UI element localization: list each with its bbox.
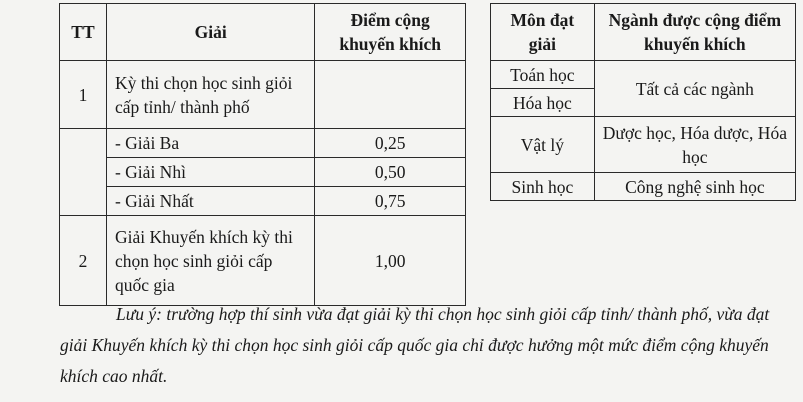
row-diem: 1,00	[315, 216, 466, 306]
header-nganh: Ngành được cộng điểm khuyến khích	[594, 4, 795, 61]
row-diem: 0,75	[315, 187, 466, 216]
row-giai: - Giải Nhất	[106, 187, 314, 216]
row-mon: Vật lý	[491, 117, 595, 173]
row-mon: Hóa học	[491, 89, 595, 117]
row-nganh: Công nghệ sinh học	[594, 173, 795, 201]
row-tt: 2	[60, 216, 107, 306]
row-giai: - Giải Ba	[106, 129, 314, 158]
row-giai: - Giải Nhì	[106, 158, 314, 187]
note-paragraph	[60, 299, 795, 392]
row-giai: Giải Khuyến khích kỳ thi chọn học sinh giỏi cấp quốc gia	[106, 216, 314, 306]
table-row	[491, 117, 796, 173]
row-diem: 0,25	[315, 129, 466, 158]
table-row	[491, 173, 796, 201]
row-giai: Kỳ thi chọn học sinh giỏi cấp tỉnh/ thành phố	[106, 61, 314, 129]
row-mon: Toán học	[491, 61, 595, 89]
header-diem: Điểm cộng khuyến khích	[315, 4, 466, 61]
table-row	[491, 61, 796, 89]
table-row	[60, 216, 466, 306]
row-nganh: Tất cả các ngành	[594, 61, 795, 117]
table-row	[60, 129, 466, 158]
table-row	[60, 158, 466, 187]
header-tt: TT	[60, 4, 107, 61]
row-mon: Sinh học	[491, 173, 595, 201]
table-row	[60, 187, 466, 216]
subject-table-header-row	[491, 4, 796, 61]
header-giai: Giải	[106, 4, 314, 61]
award-bonus-table	[59, 3, 466, 306]
row-nganh: Dược học, Hóa dược, Hóa học	[594, 117, 795, 173]
award-table-header-row	[60, 4, 466, 61]
table-row	[60, 61, 466, 129]
row-diem: 0,50	[315, 158, 466, 187]
header-mon: Môn đạt giải	[491, 4, 595, 61]
row-tt	[60, 129, 107, 216]
row-diem	[315, 61, 466, 129]
subject-major-table	[490, 3, 796, 201]
row-tt: 1	[60, 61, 107, 129]
note-text: Lưu ý: trường hợp thí sinh vừa đạt giải kỳ thi chọn học sinh giỏi cấp tỉnh/ thành phố, vừa đạt giải Khuyến khích kỳ thi chọn học sinh giỏi cấp quốc gia chỉ được hưởng một mức điểm cộng khuyến khích cao nhất.	[60, 304, 770, 386]
